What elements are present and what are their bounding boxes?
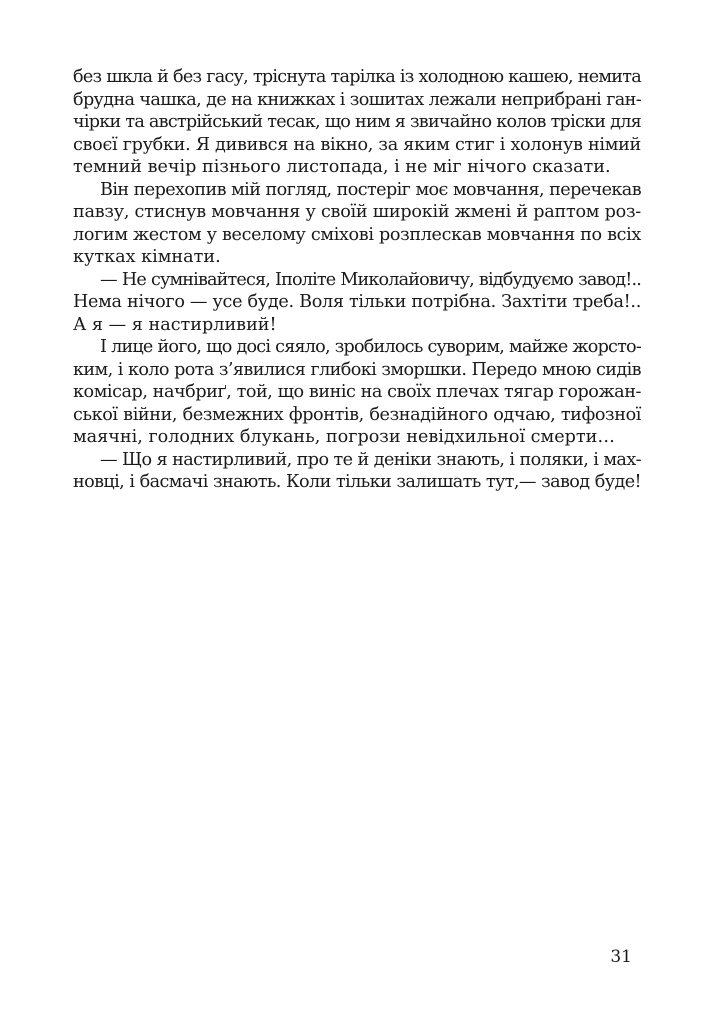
text-line: логим жестом у веселому сміхові розплескав мовчання по всіх	[73, 224, 641, 245]
text-line: Нема нічого — усе буде. Воля тільки потрібна. Захтіти треба!..	[73, 292, 641, 312]
body-text	[73, 66, 641, 494]
text-line: А я — я настирливий!	[73, 314, 277, 335]
text-line: ким, і коло рота з’явилися глибокі зморшки. Передо мною сидів	[73, 359, 641, 380]
text-line: маячні, голодних блукань, погрози невідхильної смерти…	[73, 427, 615, 447]
paragraph-1	[73, 66, 641, 179]
text-line: — Не сумнівайтеся, Іполіте Миколайовичу, відбудуємо завод!..	[100, 269, 641, 290]
paragraph-4	[73, 336, 641, 449]
text-line: новці, і басмачі знають. Коли тільки залишать тут,— завод буде!	[73, 472, 641, 492]
paragraph-5	[73, 449, 641, 494]
text-line: — Що я настирливий, про те й деніки знають, і поляки, і мах-	[100, 449, 641, 470]
text-line: кутках кімнати.	[73, 247, 221, 267]
text-line: комісар, начбриґ, той, що виніс на своїх плечах тягар горожан-	[73, 382, 641, 402]
text-line: своєї грубки. Я дивився на вікно, за яким стиг і холонув німий	[73, 134, 641, 155]
text-line: Він перехопив мій погляд, постеріг моє мовчання, перечекав	[100, 179, 641, 200]
text-line: павзу, стиснув мовчання у своїй широкій жмені й раптом роз-	[73, 202, 641, 222]
text-line: брудна чашка, де на книжках і зошитах лежали неприбрані ган-	[73, 89, 641, 110]
paragraph-3	[73, 269, 641, 337]
text-line: І лице його, що досі сяяло, зробилось суворим, майже жорсто-	[100, 337, 641, 357]
page-number: 31	[610, 947, 632, 967]
text-line: ської війни, безмежних фронтів, безнадійного одчаю, тифозної	[73, 404, 641, 425]
paragraph-2	[73, 179, 641, 269]
text-line: темний вечір пізнього листопада, і не міг нічого сказати.	[73, 157, 611, 177]
text-line: чірки та австрійський тесак, що ним я звичайно колов тріски для	[73, 112, 641, 132]
text-line: без шкла й без гасу, тріснута тарілка із холодною кашею, немита	[73, 67, 641, 87]
